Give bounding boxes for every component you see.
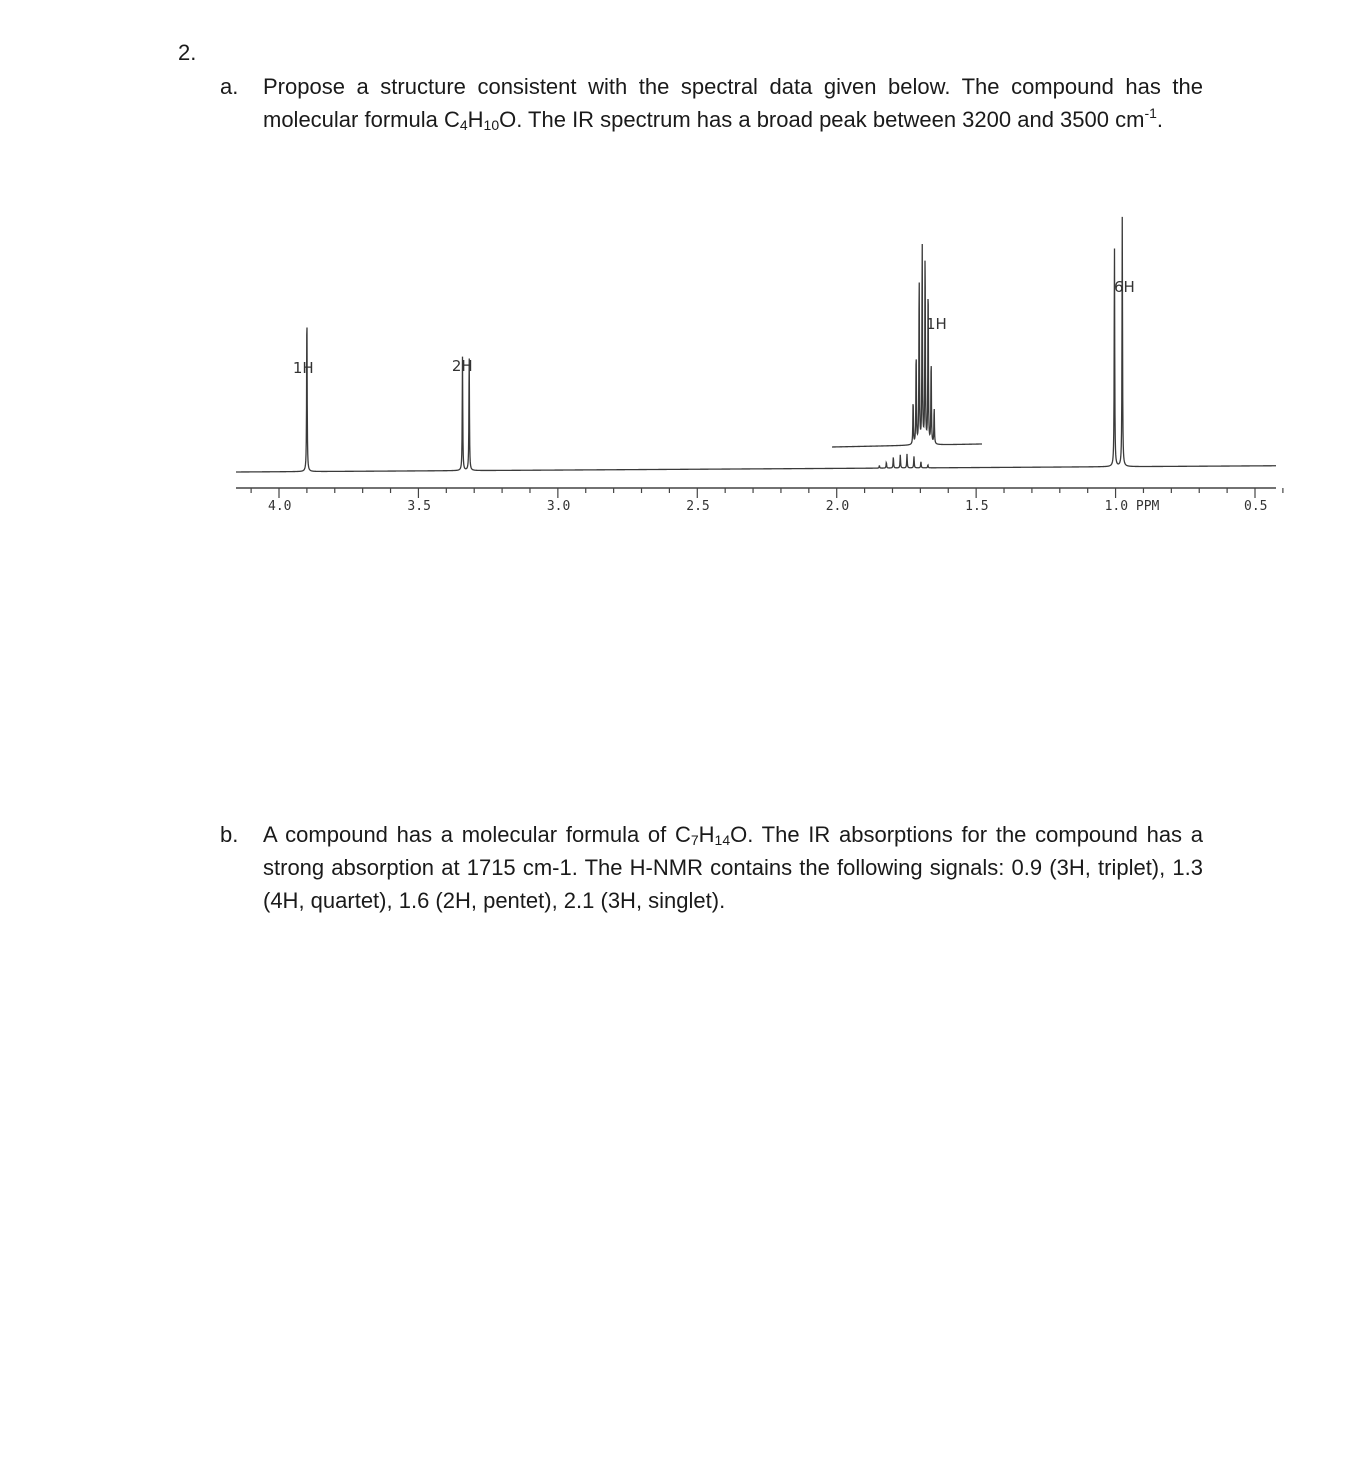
integration-label: 1H	[926, 315, 947, 333]
part-b-letter: b.	[220, 822, 239, 847]
integration-label: 2H	[451, 357, 473, 375]
spectrum-traces	[236, 217, 1276, 472]
nmr-spectrum	[0, 0, 1364, 560]
x-tick-label: 2.0	[825, 499, 850, 514]
main-trace	[236, 217, 1276, 472]
part-b	[220, 818, 1210, 918]
labels	[293, 278, 1135, 377]
x-tick-label: 3.0	[546, 499, 571, 514]
integration-label: 6H	[1114, 278, 1135, 296]
multiplet-inset-trace	[832, 244, 982, 447]
part-a-sub-c: 4	[459, 117, 468, 133]
part-b-text-2: O. The IR absorptions for the compound has a strong absorption at 1715 cm-1. The H-NMR contains the following signals: 0.9 (3H, triplet), 1.3 (4H, quartet), 1.6 (2H, pentet), 2.1 (3H, singlet).	[263, 822, 1203, 913]
integration-label: 1H	[292, 359, 314, 377]
question-number: 2.	[178, 40, 197, 65]
x-tick-label: 4.0	[268, 499, 292, 514]
part-b-prompt	[263, 818, 1203, 917]
part-a-text-2: O. The IR spectrum has a broad peak between 3200 and 3500 cm	[499, 107, 1145, 132]
part-b-text-1: A compound has a molecular formula of C	[263, 822, 691, 847]
x-tick-label: 2.5	[686, 499, 710, 514]
x-tick-label: 0.5	[1244, 499, 1268, 514]
part-a-letter: a.	[220, 74, 239, 99]
x-tick-label: 1.5	[965, 499, 989, 514]
part-a-text-3: .	[1156, 107, 1164, 132]
part-b-sub-c: 7	[690, 832, 699, 848]
part-a-sub-h: 10	[483, 117, 500, 133]
x-tick-label: 3.5	[407, 499, 431, 514]
part-a-text-1: Propose a structure consistent with the spectral data given below. The compound has the molecular formula C	[263, 74, 1203, 132]
part-b-sub-h: 14	[714, 832, 731, 848]
part-b-text-h: H	[698, 822, 715, 847]
x-axis	[236, 488, 1283, 514]
part-a-text-h: H	[467, 107, 484, 132]
part-a-sup-unit: -1	[1144, 105, 1157, 121]
x-tick-label: 1.0 PPM	[1104, 499, 1160, 514]
